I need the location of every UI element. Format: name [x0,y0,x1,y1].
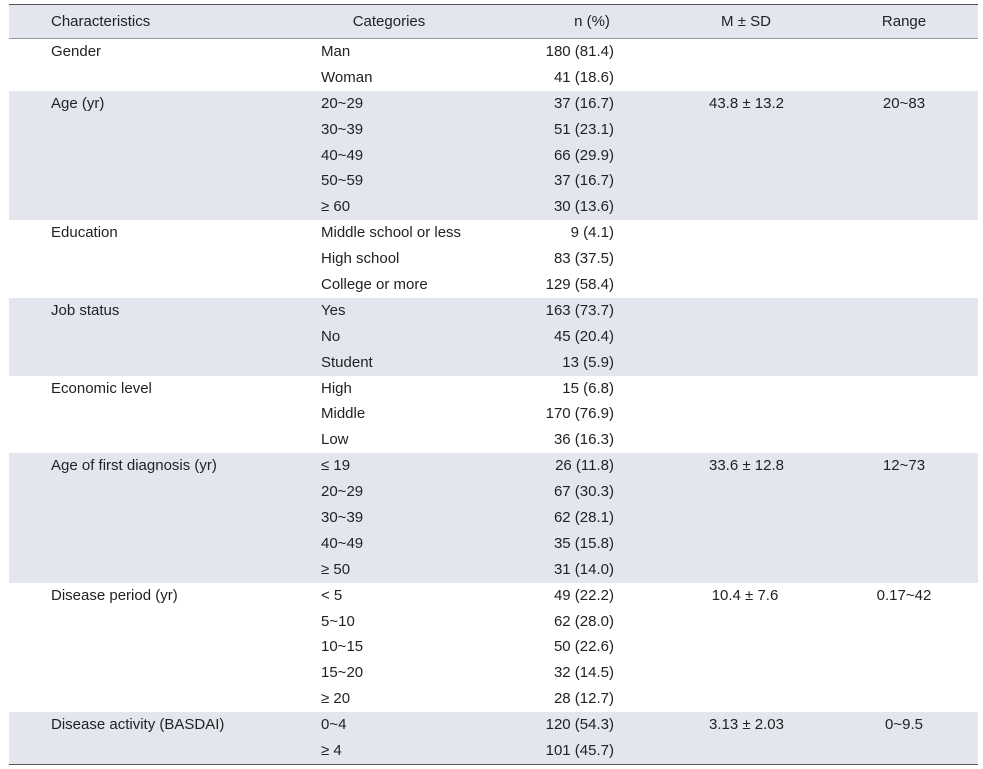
table-row [9,246,978,272]
range-value: 0~9.5 [885,716,923,734]
table-row [9,298,978,324]
table-row [9,712,978,738]
category-cell: ≥ 20 [321,690,351,708]
n-percent-cell: 32 (14.5) [553,664,614,682]
table-row [9,557,978,583]
n-percent-cell: 129 (58.4) [545,276,614,294]
table-row [9,660,978,686]
n-percent-cell: 9 (4.1) [570,224,614,242]
table-group [9,220,978,298]
table-row [9,324,978,350]
category-cell: < 5 [321,586,343,604]
n-percent-cell: 83 (37.5) [553,250,614,268]
header-range: Range [881,13,927,30]
category-cell: Woman [321,68,373,86]
characteristic-label: Disease period (yr) [51,586,178,604]
table-row [9,272,978,298]
table-row [9,686,978,712]
table-row [9,479,978,505]
table-row [9,350,978,376]
category-cell: Man [321,43,351,60]
category-cell: ≤ 19 [321,457,351,475]
n-percent-cell: 62 (28.1) [553,509,614,527]
n-percent-cell: 101 (45.7) [545,742,614,760]
table-row [9,39,978,65]
n-percent-cell: 36 (16.3) [553,431,614,449]
category-cell: 20~29 [321,94,364,112]
n-percent-cell: 35 (15.8) [553,534,614,552]
table-group [9,376,978,454]
characteristic-label: Age (yr) [51,94,105,112]
table-row [9,453,978,479]
table-group [9,39,978,91]
category-cell: College or more [321,276,428,294]
category-cell: 15~20 [321,664,364,682]
table-row [9,634,978,660]
category-cell: 30~39 [321,120,364,138]
table-row [9,91,978,117]
n-percent-cell: 45 (20.4) [553,327,614,345]
n-percent-cell: 28 (12.7) [553,690,614,708]
mean-sd-value: 43.8 ± 13.2 [709,94,784,112]
n-percent-cell: 15 (6.8) [562,379,614,397]
table-row [9,220,978,246]
n-percent-cell: 41 (18.6) [553,68,614,86]
table-row [9,194,978,220]
table-row [9,738,978,764]
category-cell: High [321,379,352,397]
table-row [9,376,978,402]
n-percent-cell: 170 (76.9) [545,405,614,423]
n-percent-cell: 37 (16.7) [553,172,614,190]
characteristic-label: Age of first diagnosis (yr) [51,457,217,475]
category-cell: Student [321,353,373,371]
category-cell: 0~4 [321,716,347,734]
n-percent-cell: 31 (14.0) [553,560,614,578]
category-cell: High school [321,250,400,268]
n-percent-cell: 180 (81.4) [545,43,614,60]
characteristic-label: Gender [51,43,102,60]
range-value: 20~83 [882,94,926,112]
table-row [9,609,978,635]
n-percent-cell: 30 (13.6) [553,198,614,216]
table-row [9,531,978,557]
table-group [9,712,978,764]
table-group [9,583,978,712]
category-cell: 40~49 [321,146,364,164]
characteristics-table [9,4,978,765]
characteristic-label: Disease activity (BASDAI) [51,716,225,734]
table-body [9,39,978,764]
n-percent-cell: 26 (11.8) [555,457,614,475]
mean-sd-value: 3.13 ± 2.03 [709,716,784,734]
table-group [9,298,978,376]
table-row [9,427,978,453]
n-percent-cell: 51 (23.1) [553,120,614,138]
header-mean-sd: M ± SD [721,13,771,30]
mean-sd-value: 33.6 ± 12.8 [709,457,784,475]
characteristic-label: Education [51,224,118,242]
n-percent-cell: 50 (22.6) [553,638,614,656]
table-row [9,505,978,531]
category-cell: Yes [321,301,346,319]
n-percent-cell: 13 (5.9) [562,353,614,371]
category-cell: 5~10 [321,612,355,630]
header-characteristics: Characteristics [51,13,151,30]
mean-sd-value: 10.4 ± 7.6 [711,586,779,604]
table-row [9,168,978,194]
category-cell: 50~59 [321,172,364,190]
table-row [9,583,978,609]
n-percent-cell: 62 (28.0) [553,612,614,630]
n-percent-cell: 67 (30.3) [553,483,614,501]
category-cell: 30~39 [321,509,364,527]
table-row [9,65,978,91]
table-row [9,401,978,427]
category-cell: ≥ 4 [321,742,342,760]
header-categories: Categories [352,13,426,30]
category-cell: 20~29 [321,483,364,501]
category-cell: ≥ 60 [321,198,351,216]
table-row [9,117,978,143]
n-percent-cell: 66 (29.9) [553,146,614,164]
n-percent-cell: 120 (54.3) [545,716,614,734]
category-cell: No [321,327,341,345]
characteristic-label: Job status [51,301,120,319]
table-header [9,5,978,39]
category-cell: 40~49 [321,534,364,552]
category-cell: ≥ 50 [321,560,351,578]
n-percent-cell: 163 (73.7) [545,301,614,319]
range-value: 0.17~42 [876,586,932,604]
table-group [9,453,978,582]
table-row [9,143,978,169]
n-percent-cell: 37 (16.7) [553,94,614,112]
range-value: 12~73 [882,457,926,475]
n-percent-cell: 49 (22.2) [553,586,614,604]
characteristic-label: Economic level [51,379,152,397]
category-cell: Middle school or less [321,224,462,242]
header-n-percent: n (%) [574,13,610,30]
category-cell: Low [321,431,349,449]
table-group [9,91,978,220]
category-cell: 10~15 [321,638,364,656]
category-cell: Middle [321,405,366,423]
